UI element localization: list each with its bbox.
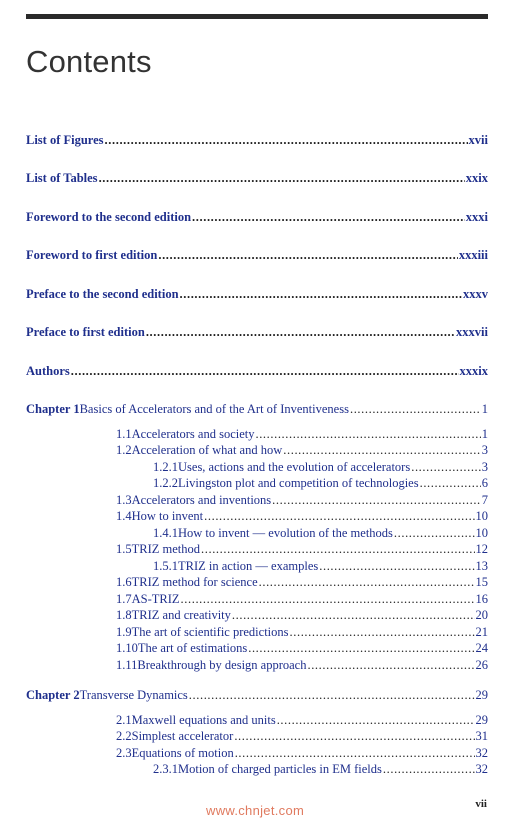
toc-section[interactable] [116,427,488,442]
section-title: TRIZ and creativity [131,608,231,622]
section-number: 1.7 [116,592,132,606]
section-page: 24 [475,641,488,655]
section-page: 16 [475,592,488,606]
toc-section[interactable] [116,542,488,557]
toc-entry-title: Preface to the second edition [26,287,179,301]
chapter-title: Transverse Dynamics [79,688,188,702]
section-page: 1 [481,427,488,441]
dot-leader [181,592,475,607]
subsection-page: 6 [481,476,488,490]
section-title: Simplest accelerator [131,729,234,743]
toc-entry-authors[interactable] [26,364,488,379]
section-title: Maxwell equations and units [131,713,276,727]
toc-entry-title: List of Figures [26,133,104,147]
dot-leader [283,443,480,458]
dot-leader [394,526,475,541]
chapter-page: 29 [475,688,488,702]
watermark: www.chnjet.com [206,803,305,818]
dot-leader [255,427,480,442]
section-number: 1.6 [116,575,132,589]
header-rule [26,14,488,19]
section-page: 7 [481,493,488,507]
section-page: 12 [475,542,488,556]
section-title: Accelerators and inventions [131,493,272,507]
toc-subsection[interactable] [153,526,488,541]
toc-subsection[interactable] [153,559,488,574]
section-title: Acceleration of what and how [131,443,283,457]
dot-leader [307,658,474,673]
toc-subsection[interactable] [153,476,488,491]
toc-section[interactable] [116,729,488,744]
toc-entry-title: List of Tables [26,171,98,185]
toc-entry-page: xvii [468,133,488,147]
dot-leader [234,729,474,744]
section-page: 32 [475,746,488,760]
toc-subsection[interactable] [153,762,488,777]
subsection-title: Livingston plot and competition of technologies [178,476,419,490]
toc-section[interactable] [116,575,488,590]
toc-entry-page: xxxvii [456,325,488,339]
chapter-page: 1 [481,402,488,416]
section-title: Equations of motion [131,746,234,760]
chapter-label: Chapter 2 [26,688,80,702]
toc-section[interactable] [116,592,488,607]
section-title: TRIZ method [131,542,201,556]
toc-chapter-2[interactable] [26,688,488,703]
section-page: 29 [475,713,488,727]
section-number: 2.2 [116,729,132,743]
dot-leader [272,493,481,508]
dot-leader [189,688,475,703]
subsection-number: 2.3.1 [153,762,178,776]
toc-entry-foreword-first[interactable] [26,248,488,263]
subsection-page: 10 [475,526,488,540]
toc-section[interactable] [116,608,488,623]
dot-leader [71,364,459,379]
section-number: 1.4 [116,509,132,523]
dot-leader [420,476,481,491]
section-number: 1.5 [116,542,132,556]
toc-entry-foreword-second[interactable] [26,210,488,225]
chapter-title: Basics of Accelerators and of the Art of Inventiveness [79,402,349,416]
toc-entry-preface-second[interactable] [26,287,488,302]
toc-subsection[interactable] [153,460,488,475]
subsection-page: 3 [481,460,488,474]
section-number: 1.9 [116,625,132,639]
chapter-label: Chapter 1 [26,402,80,416]
toc-entry-title: Preface to first edition [26,325,145,339]
dot-leader [158,248,457,263]
toc-entry-list-of-tables[interactable] [26,171,488,186]
page-title: Contents [26,44,152,79]
toc-section[interactable] [116,493,488,508]
dot-leader [319,559,474,574]
dot-leader [383,762,475,777]
section-page: 20 [475,608,488,622]
subsection-number: 1.4.1 [153,526,178,540]
dot-leader [235,746,475,761]
subsection-number: 1.2.2 [153,476,178,490]
toc-section[interactable] [116,746,488,761]
toc-section[interactable] [116,443,488,458]
toc-section[interactable] [116,509,488,524]
toc-chapter-1[interactable] [26,402,488,417]
section-title: TRIZ method for science [131,575,258,589]
subsection-page: 32 [475,762,488,776]
subsection-number: 1.5.1 [153,559,178,573]
toc-entry-title: Foreword to the second edition [26,210,192,224]
dot-leader [180,287,462,302]
section-title: How to invent [131,509,204,523]
toc-entry-title: Authors [26,364,70,378]
section-title: The art of scientific predictions [131,625,289,639]
dot-leader [350,402,481,417]
section-number: 1.3 [116,493,132,507]
dot-leader [201,542,474,557]
toc-section[interactable] [116,641,488,656]
section-number: 1.11 [116,658,138,672]
subsection-title: TRIZ in action — examples [178,559,319,573]
dot-leader [146,325,455,340]
section-page: 21 [475,625,488,639]
toc-entry-list-of-figures[interactable] [26,133,488,148]
section-number: 1.10 [116,641,138,655]
section-number: 1.2 [116,443,132,457]
toc-entry-page: xxxv [463,287,488,301]
toc-section[interactable] [116,713,488,728]
dot-leader [204,509,474,524]
section-title: Breakthrough by design approach [137,658,307,672]
dot-leader [99,171,465,186]
page-number: vii [475,798,487,810]
section-number: 2.1 [116,713,132,727]
section-page: 26 [475,658,488,672]
subsection-page: 13 [475,559,488,573]
toc-section[interactable] [116,625,488,640]
subsection-title: How to invent — evolution of the methods [178,526,393,540]
dot-leader [277,713,475,728]
subsection-number: 1.2.1 [153,460,178,474]
dot-leader [232,608,475,623]
toc-entry-page: xxxiii [458,248,488,262]
section-page: 15 [475,575,488,589]
dot-leader [192,210,465,225]
subsection-title: Uses, actions and the evolution of accelerators [178,460,411,474]
section-title: Accelerators and society [131,427,255,441]
toc-section[interactable] [116,658,488,673]
toc-entry-preface-first[interactable] [26,325,488,340]
section-page: 31 [475,729,488,743]
section-page: 3 [481,443,488,457]
toc-entry-page: xxix [465,171,488,185]
section-page: 10 [475,509,488,523]
dot-leader [105,133,468,148]
section-number: 2.3 [116,746,132,760]
dot-leader [290,625,475,640]
subsection-title: Motion of charged particles in EM fields [178,762,382,776]
section-number: 1.8 [116,608,132,622]
toc-entry-page: xxxi [465,210,488,224]
dot-leader [411,460,481,475]
toc-entry-title: Foreword to first edition [26,248,158,262]
section-number: 1.1 [116,427,132,441]
dot-leader [259,575,475,590]
section-title: The art of estimations [137,641,248,655]
toc-entry-page: xxxix [459,364,488,378]
dot-leader [248,641,474,656]
section-title: AS-TRIZ [131,592,180,606]
